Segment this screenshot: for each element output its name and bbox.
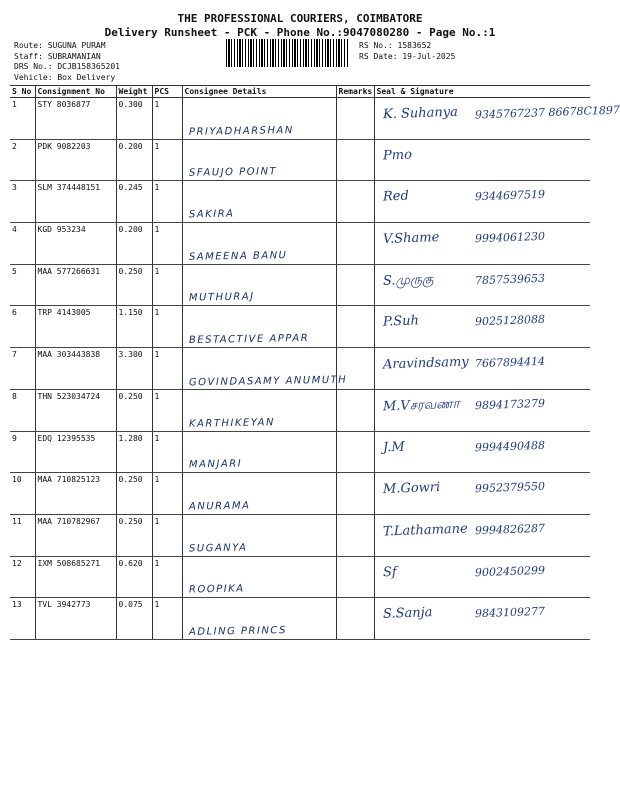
consignment-cell: PDK 9082203 — [35, 139, 116, 181]
remarks-cell — [336, 348, 374, 390]
consignment-cell: EDQ 12395535 — [35, 431, 116, 473]
consignee-cell — [182, 348, 347, 390]
sno-cell: 9 — [10, 431, 35, 473]
consignee-cell — [182, 514, 336, 556]
runsheet-table — [10, 85, 620, 640]
rs-date: RS Date: 19-Jul-2025 — [359, 51, 456, 61]
consignee-cell — [182, 264, 336, 306]
table-row — [10, 389, 590, 431]
signature-phone: 9002450299 — [474, 563, 545, 579]
runsheet-subtitle: Delivery Runsheet - PCK - Phone No.:9047080280 - Page No.:1 — [104, 26, 496, 39]
weight-cell: 0.200 — [116, 139, 152, 181]
sno-cell: 7 — [10, 348, 35, 390]
signature-handwriting: J.M — [382, 439, 405, 455]
weight-cell: 3.300 — [116, 348, 152, 390]
pcs-cell: 1 — [152, 348, 182, 390]
table-header-row — [10, 86, 590, 98]
consignee-handwriting: SUGANYA — [188, 542, 248, 555]
consignee-handwriting: SFAUJO POINT — [188, 166, 277, 180]
meta-left — [14, 41, 120, 83]
consignee-handwriting: KARTHIKEYAN — [188, 416, 275, 430]
sno-cell: 2 — [10, 139, 35, 181]
signature-handwriting: M.Gowri — [382, 480, 440, 498]
table-row — [10, 306, 590, 348]
pcs-cell: 1 — [152, 306, 182, 348]
staff-label: Staff: SUBRAMANIAN — [14, 51, 101, 61]
meta-right — [359, 41, 455, 62]
consignee-cell — [182, 306, 336, 348]
company-title: THE PROFESSIONAL COURIERS, COIMBATORE — [177, 12, 423, 25]
consignee-cell — [182, 431, 336, 473]
signature-phone: 9025128088 — [474, 313, 545, 329]
consignment-cell: IXM 508685271 — [35, 556, 116, 598]
signature-cell — [374, 431, 590, 473]
signature-handwriting: S.Sanja — [382, 605, 433, 623]
signature-handwriting: Aravindsamy — [382, 354, 469, 373]
consignee-cell — [182, 139, 336, 181]
consignment-cell: TRP 4143005 — [35, 306, 116, 348]
consignee-cell — [182, 598, 336, 640]
signature-cell — [374, 473, 590, 515]
weight-cell: 0.250 — [116, 389, 152, 431]
consignee-handwriting: SAKIRA — [188, 208, 235, 221]
barcode-image — [226, 39, 348, 67]
remarks-cell — [336, 181, 374, 223]
consignee-cell — [182, 98, 336, 140]
pcs-cell: 1 — [152, 139, 182, 181]
table-row — [10, 431, 590, 473]
remarks-cell — [336, 264, 374, 306]
col-consignment: Consignment No — [35, 86, 116, 98]
sno-cell: 4 — [10, 223, 35, 265]
signature-handwriting: M.Vசரவணா — [382, 396, 460, 415]
signature-handwriting: Sf — [382, 564, 397, 580]
route-label: Route: SUGUNA PURAM — [14, 41, 106, 50]
table-row — [10, 598, 590, 640]
consignee-handwriting: ADLING PRINCS — [188, 625, 287, 638]
consignee-handwriting: MUTHURAJ — [188, 291, 255, 305]
signature-phone: 9894173279 — [474, 396, 545, 413]
signature-cell — [374, 556, 590, 598]
pcs-cell: 1 — [152, 431, 182, 473]
consignment-cell: MAA 577266631 — [35, 264, 116, 306]
consignment-cell: SLM 374448151 — [35, 181, 116, 223]
consignee-cell — [182, 389, 336, 431]
consignee-cell — [182, 473, 336, 515]
remarks-cell — [336, 556, 374, 598]
table-row — [10, 264, 590, 306]
pcs-cell: 1 — [152, 389, 182, 431]
weight-cell: 0.200 — [116, 223, 152, 265]
table-row — [10, 223, 590, 265]
pcs-cell: 1 — [152, 181, 182, 223]
remarks-cell — [336, 598, 374, 640]
signature-cell — [374, 514, 590, 556]
remarks-cell — [336, 431, 374, 473]
sno-cell: 6 — [10, 306, 35, 348]
weight-cell: 1.150 — [116, 306, 152, 348]
signature-handwriting: V.Shame — [382, 230, 440, 248]
col-weight: Weight — [116, 86, 152, 98]
sno-cell: 5 — [10, 264, 35, 306]
signature-phone: 9994061230 — [474, 229, 545, 246]
consignment-cell: MAA 710825123 — [35, 473, 116, 515]
col-consignee: Consignee Details — [182, 86, 336, 98]
drs-label: DRS No.: DCJB158365201 — [14, 62, 120, 71]
sno-cell: 13 — [10, 598, 35, 640]
consignment-cell: TVL 3942773 — [35, 598, 116, 640]
remarks-cell — [336, 473, 374, 515]
remarks-cell — [336, 306, 374, 348]
weight-cell: 0.245 — [116, 181, 152, 223]
consignee-handwriting: ANURAMA — [188, 500, 250, 513]
pcs-cell: 1 — [152, 473, 182, 515]
weight-cell: 0.250 — [116, 514, 152, 556]
sno-cell: 11 — [10, 514, 35, 556]
weight-cell: 0.250 — [116, 473, 152, 515]
pcs-cell: 1 — [152, 98, 182, 140]
remarks-cell — [336, 514, 374, 556]
vehicle-label: Vehicle: Box Delivery — [14, 72, 116, 82]
pcs-cell: 1 — [152, 556, 182, 598]
pcs-cell: 1 — [152, 264, 182, 306]
sno-cell: 10 — [10, 473, 35, 515]
signature-handwriting: Pmo — [382, 147, 412, 164]
sno-cell: 12 — [10, 556, 35, 598]
signature-cell — [374, 223, 590, 265]
remarks-cell — [336, 139, 374, 181]
col-pcs: PCS — [152, 86, 182, 98]
table-row — [10, 556, 590, 598]
signature-phone: 9843109277 — [474, 605, 545, 621]
signature-cell — [374, 348, 590, 390]
consignment-cell: MAA 710782967 — [35, 514, 116, 556]
col-remarks: Remarks — [336, 86, 374, 98]
table-row — [10, 181, 590, 223]
consignee-cell — [182, 223, 336, 265]
signature-cell — [374, 389, 590, 431]
consignee-handwriting: ROOPIKA — [188, 583, 245, 596]
signature-cell — [374, 139, 590, 181]
table-row — [10, 139, 590, 181]
weight-cell: 1.280 — [116, 431, 152, 473]
table-row — [10, 514, 590, 556]
sno-cell: 8 — [10, 389, 35, 431]
sno-cell: 1 — [10, 98, 35, 140]
col-signature: Seal & Signature — [374, 86, 590, 98]
signature-cell — [374, 181, 590, 223]
remarks-cell — [336, 98, 374, 140]
signature-phone: 7667894414 — [474, 354, 545, 371]
pcs-cell: 1 — [152, 598, 182, 640]
consignee-cell — [182, 181, 336, 223]
weight-cell: 0.300 — [116, 98, 152, 140]
consignee-handwriting: PRIYADHARSHAN — [188, 124, 294, 138]
signature-phone: 7857539653 — [474, 271, 545, 287]
signature-phone: 9952379550 — [474, 479, 545, 496]
rs-number: RS No.: 1583652 — [359, 41, 432, 50]
sno-cell: 3 — [10, 181, 35, 223]
consignee-handwriting: GOVINDASAMY ANUMUTH — [188, 374, 347, 389]
signature-handwriting: Red — [382, 188, 409, 205]
signature-handwriting: P.Suh — [382, 313, 419, 331]
consignee-handwriting: SAMEENA BANU — [188, 249, 288, 263]
consignee-handwriting: MANJARI — [188, 458, 242, 471]
signature-handwriting: T.Lathamane — [382, 521, 468, 540]
weight-cell: 0.075 — [116, 598, 152, 640]
signature-handwriting: S.முருகு — [382, 271, 434, 289]
remarks-cell — [336, 389, 374, 431]
pcs-cell: 1 — [152, 223, 182, 265]
consignment-cell: KGD 953234 — [35, 223, 116, 265]
table-row — [10, 98, 590, 140]
consignment-cell: STY 8036877 — [35, 98, 116, 140]
remarks-cell — [336, 223, 374, 265]
signature-phone: 9994826287 — [474, 521, 545, 538]
signature-handwriting: K. Suhanya — [382, 104, 458, 123]
table-row — [10, 348, 590, 390]
signature-phone: 9345767237 86678C1897 — [474, 103, 620, 122]
consignment-cell: MAA 303443838 — [35, 348, 116, 390]
col-sno: S No — [10, 86, 35, 98]
signature-phone: 9994490488 — [474, 438, 545, 454]
table-row — [10, 473, 590, 515]
signature-phone: 9344697519 — [474, 188, 545, 204]
consignee-cell — [182, 556, 336, 598]
weight-cell: 0.620 — [116, 556, 152, 598]
signature-cell — [374, 264, 590, 306]
weight-cell: 0.250 — [116, 264, 152, 306]
consignee-handwriting: BESTACTIVE APPAR — [188, 333, 309, 347]
signature-cell — [374, 598, 590, 640]
consignment-cell: THN 523034724 — [35, 389, 116, 431]
signature-cell — [374, 306, 590, 348]
signature-cell — [374, 98, 620, 140]
pcs-cell: 1 — [152, 514, 182, 556]
